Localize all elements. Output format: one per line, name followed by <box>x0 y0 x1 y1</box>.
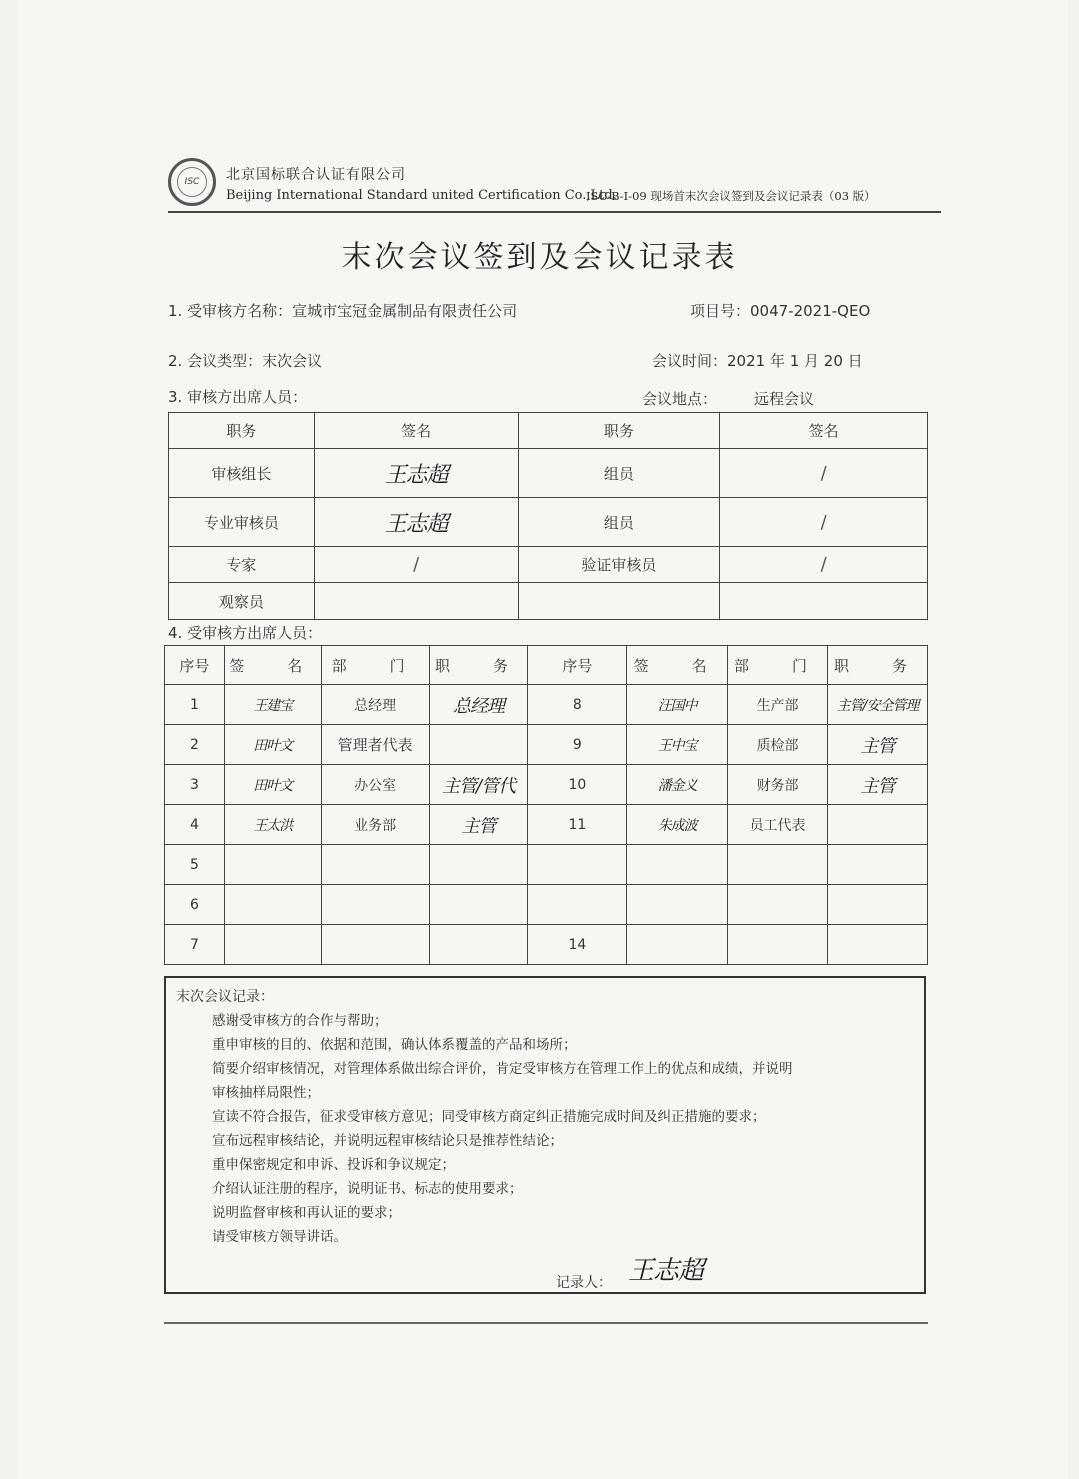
signature-cell <box>627 885 728 925</box>
meeting-records-box <box>164 976 926 1294</box>
signature-cell <box>627 925 728 965</box>
signature-cell: 田叶文 <box>224 765 321 805</box>
meeting-place-label: 会议地点： <box>642 390 718 408</box>
list-item: 请受审核方领导讲话。 <box>212 1229 347 1245</box>
signature-cell: / <box>720 498 928 547</box>
table-header-row <box>169 413 928 449</box>
role-cell: 观察员 <box>169 583 315 620</box>
list-item: 简要介绍审核情况，对管理体系做出综合评价，肯定受审核方在管理工作上的优点和成绩，并说明 <box>212 1061 793 1077</box>
signature-cell <box>314 583 518 620</box>
signature-cell <box>224 885 321 925</box>
auditee-attendees-label: 4. 受审核方出席人员： <box>168 624 323 642</box>
list-item: 宣布远程审核结论，并说明远程审核结论只是推荐性结论； <box>212 1133 563 1149</box>
role-cell: 审核组长 <box>169 449 315 498</box>
department-cell <box>728 925 828 965</box>
records-title: 末次会议记录： <box>176 989 274 1005</box>
auditor-attendance-table <box>168 412 928 620</box>
signature-cell: 王建宝 <box>224 685 321 725</box>
header-cell: 职务 <box>169 413 315 449</box>
signature-cell: / <box>720 547 928 583</box>
header-cell: 序号 <box>528 646 627 685</box>
table-row <box>165 725 928 765</box>
seq-cell <box>528 885 627 925</box>
header-cell: 签名 <box>720 413 928 449</box>
department-cell: 办公室 <box>321 765 429 805</box>
role-cell: 组员 <box>518 449 720 498</box>
signature-cell <box>224 925 321 965</box>
role-cell <box>518 583 720 620</box>
signature-cell: 汪国中 <box>627 685 728 725</box>
signature-cell: 朱成波 <box>627 805 728 845</box>
table-row <box>165 685 928 725</box>
department-cell: 员工代表 <box>728 805 828 845</box>
position-cell: 主管 <box>828 765 928 805</box>
position-cell <box>429 725 528 765</box>
company-name-cn: 北京国标联合认证有限公司 <box>226 167 406 183</box>
page-title: 末次会议签到及会议记录表 <box>341 240 738 275</box>
signature-cell: 潘金义 <box>627 765 728 805</box>
signature-cell: 王志超 <box>314 498 518 547</box>
list-item: 介绍认证注册的程序，说明证书、标志的使用要求； <box>212 1181 523 1197</box>
list-item: 感谢受审核方的合作与帮助； <box>212 1013 388 1029</box>
form-code: ISC-B-I-09 现场首末次会议签到及会议记录表（03 版） <box>586 189 876 203</box>
seq-cell: 14 <box>528 925 627 965</box>
header-cell: 序号 <box>165 646 225 685</box>
position-cell: 主管/安全管理 <box>828 685 928 725</box>
seq-cell: 10 <box>528 765 627 805</box>
project-number: 项目号：0047-2021-QEO <box>690 302 871 320</box>
position-cell: 主管/管代 <box>429 765 528 805</box>
table-row <box>169 547 928 583</box>
position-cell <box>429 845 528 885</box>
header-cell: 职务 <box>518 413 720 449</box>
seq-cell: 9 <box>528 725 627 765</box>
department-cell <box>728 885 828 925</box>
position-cell <box>828 885 928 925</box>
list-item: 说明监督审核和再认证的要求； <box>212 1205 401 1221</box>
signature-cell: / <box>314 547 518 583</box>
signature-cell <box>627 845 728 885</box>
seq-cell: 8 <box>528 685 627 725</box>
signature-cell: 田叶文 <box>224 725 321 765</box>
seq-cell: 3 <box>165 765 225 805</box>
seq-cell: 4 <box>165 805 225 845</box>
header-divider <box>168 211 941 213</box>
position-cell <box>828 805 928 845</box>
meeting-type: 2. 会议类型：末次会议 <box>168 352 323 370</box>
department-cell <box>321 925 429 965</box>
department-cell: 质检部 <box>728 725 828 765</box>
signature-cell <box>720 583 928 620</box>
role-cell: 组员 <box>518 498 720 547</box>
header-cell: 签名 <box>314 413 518 449</box>
list-item: 宣读不符合报告，征求受审核方意见；同受审核方商定纠正措施完成时间及纠正措施的要求； <box>212 1109 766 1125</box>
isc-logo-icon <box>168 158 216 206</box>
table-row <box>165 885 928 925</box>
signature-cell <box>224 845 321 885</box>
department-cell <box>728 845 828 885</box>
seq-cell: 11 <box>528 805 627 845</box>
table-row <box>169 583 928 620</box>
header-cell: 职 务 <box>828 646 928 685</box>
company-name-en: Beijing International Standard united Certification Co.,Ltd. <box>226 188 617 203</box>
table-header-row <box>165 646 928 685</box>
role-cell: 验证审核员 <box>518 547 720 583</box>
department-cell: 业务部 <box>321 805 429 845</box>
table-row <box>169 498 928 547</box>
table-row <box>165 805 928 845</box>
records-list <box>212 1009 922 1249</box>
signature-cell: 王志超 <box>314 449 518 498</box>
recorder-label: 记录人： <box>556 1275 612 1291</box>
seq-cell: 5 <box>165 845 225 885</box>
header-cell: 签 名 <box>224 646 321 685</box>
role-cell: 专业审核员 <box>169 498 315 547</box>
table-row <box>169 449 928 498</box>
meeting-time: 会议时间：2021 年 1 月 20 日 <box>652 352 863 370</box>
department-cell: 生产部 <box>728 685 828 725</box>
auditor-attendees-label: 3. 审核方出席人员： <box>168 388 308 406</box>
position-cell <box>429 925 528 965</box>
header-cell: 部 门 <box>321 646 429 685</box>
signature-cell: / <box>720 449 928 498</box>
position-cell: 主管 <box>429 805 528 845</box>
seq-cell: 6 <box>165 885 225 925</box>
position-cell <box>828 845 928 885</box>
auditee-attendance-table <box>164 645 928 965</box>
position-cell <box>429 885 528 925</box>
logo-text: ISC <box>177 167 207 197</box>
seq-cell <box>528 845 627 885</box>
seq-cell: 1 <box>165 685 225 725</box>
signature-cell: 王中宝 <box>627 725 728 765</box>
meeting-place: 远程会议 <box>754 390 815 408</box>
seq-cell: 2 <box>165 725 225 765</box>
department-cell: 管理者代表 <box>321 725 429 765</box>
header-cell: 部 门 <box>728 646 828 685</box>
department-cell <box>321 845 429 885</box>
auditee-name: 1. 受审核方名称：宣城市宝冠金属制品有限责任公司 <box>168 302 518 320</box>
department-cell: 总经理 <box>321 685 429 725</box>
list-item: 重申审核的目的、依据和范围，确认体系覆盖的产品和场所； <box>212 1037 577 1053</box>
position-cell: 主管 <box>828 725 928 765</box>
footer-divider <box>164 1322 928 1324</box>
role-cell: 专家 <box>169 547 315 583</box>
list-item: 重申保密规定和申诉、投诉和争议规定； <box>212 1157 455 1173</box>
header-cell: 职 务 <box>429 646 528 685</box>
list-item: 审核抽样局限性； <box>212 1085 320 1101</box>
recorder-signature: 王志超 <box>628 1256 704 1286</box>
table-row <box>165 765 928 805</box>
department-cell: 财务部 <box>728 765 828 805</box>
department-cell <box>321 885 429 925</box>
seq-cell: 7 <box>165 925 225 965</box>
position-cell <box>828 925 928 965</box>
table-row <box>165 845 928 885</box>
position-cell: 总经理 <box>429 685 528 725</box>
header-cell: 签 名 <box>627 646 728 685</box>
signature-cell: 王太洪 <box>224 805 321 845</box>
table-row <box>165 925 928 965</box>
